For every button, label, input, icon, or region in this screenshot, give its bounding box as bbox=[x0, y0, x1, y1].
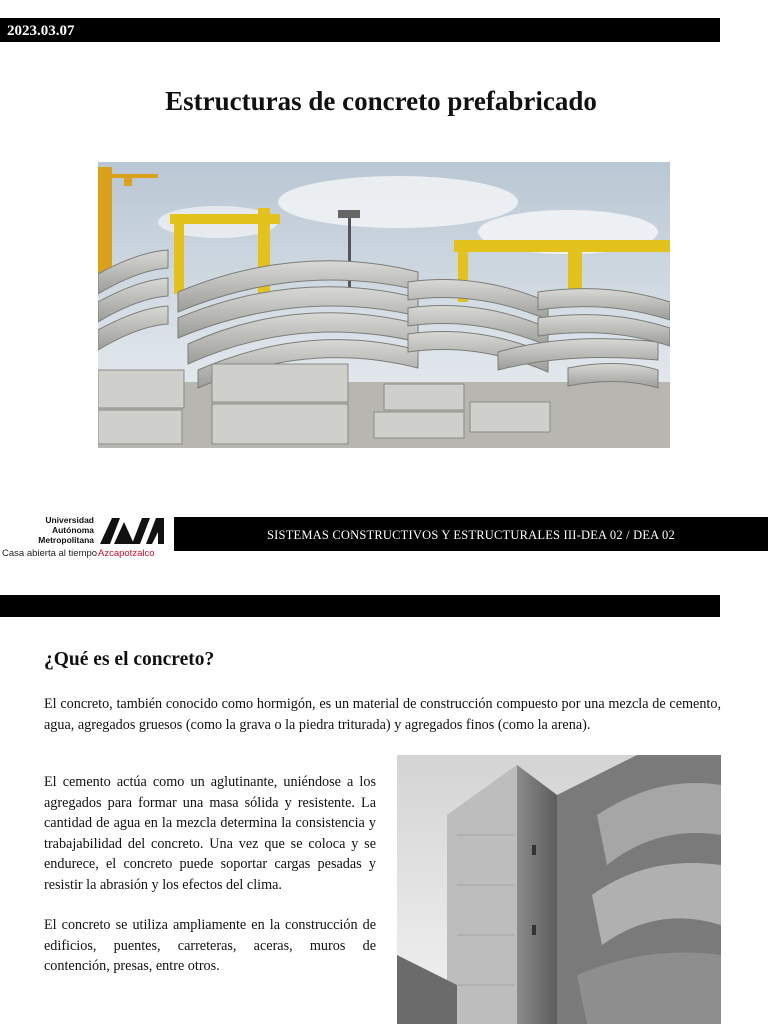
section-divider-bar bbox=[0, 595, 720, 617]
page-title: Estructuras de concreto prefabricado bbox=[165, 86, 597, 116]
course-name: SISTEMAS CONSTRUCTIVOS Y ESTRUCTURALES III-DEA 02 / DEA 02 bbox=[267, 528, 675, 542]
university-tagline: Casa abierta al tiempo bbox=[2, 548, 98, 559]
date-label: 2023.03.07 bbox=[7, 23, 75, 39]
concrete-building-image bbox=[397, 755, 721, 1024]
paragraph-uses: El concreto se utiliza ampliamente en la construcción de edificios, puentes, carreteras, aceras, muros de contención, presas, entre otros. bbox=[44, 917, 376, 974]
intro-paragraph: El concreto, también conocido como hormigón, es un material de construcción compuesto por una mezcla de cemento, agua, agregados gruesos (como la grava o la piedra triturada) y agregados finos (como la arena). bbox=[44, 696, 721, 733]
building-photo bbox=[397, 755, 721, 1024]
university-name: Universidad Autónoma Metropolitana bbox=[38, 515, 94, 545]
campus-name: Azcapotzalco bbox=[98, 548, 155, 559]
precast-concrete-photo bbox=[98, 162, 670, 448]
uam-logo bbox=[0, 512, 172, 562]
hero-image bbox=[98, 162, 670, 448]
column-text bbox=[44, 772, 376, 997]
paragraph-cement: El cemento actúa como un aglutinante, uniéndose a los agregados para formar una masa sólida y resistente. La cantidad de agua en la mezcla determina la consistencia y trabajabilidad del concreto. Una vez que se coloca y se endurece, el concreto puede soportar cargas pesadas y resistir la abrasión y los efectos del clima. bbox=[44, 774, 376, 893]
section-heading: ¿Qué es el concreto? bbox=[44, 649, 215, 670]
date-bar bbox=[0, 18, 720, 42]
uam-mark-icon bbox=[98, 514, 168, 546]
course-bar bbox=[174, 517, 768, 551]
